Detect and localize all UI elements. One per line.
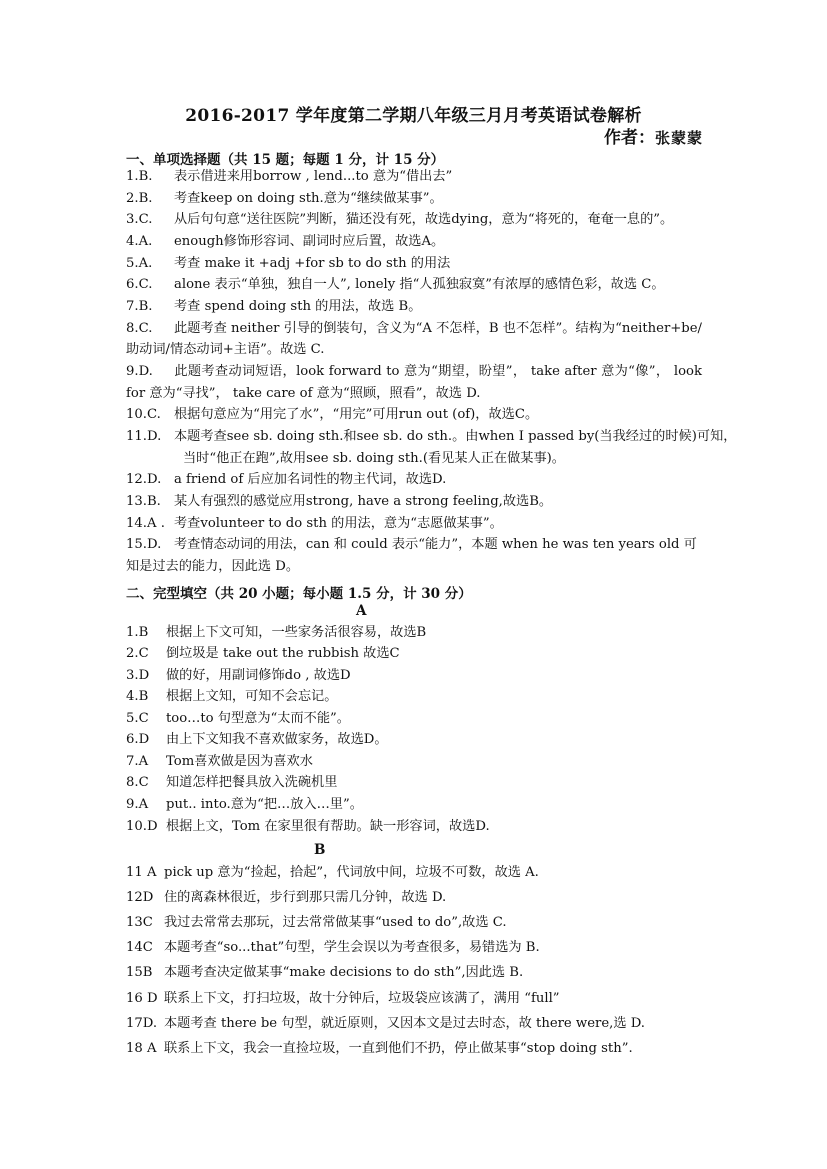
answer-text: 本题考查see sb. doing sth.和see sb. do sth.。由when I passed by(当我经过的时候)可知，	[174, 429, 737, 444]
answer-key: 2.B.	[126, 191, 153, 206]
answer-key: 15.D.	[126, 537, 162, 552]
answer-line	[126, 731, 388, 749]
answer-text: 本题考查决定做某事“make decisions to do sth”,因此选 B.	[164, 965, 524, 980]
answer-text: alone 表示“单独，独自一人”, lonely 指“人孤独寂寞”有浓厚的感情色彩，故选 C。	[174, 277, 665, 292]
answer-key: 14.A .	[126, 516, 165, 531]
answer-text: 住的离森林很近，步行到那只需几分钟，故选 D.	[164, 890, 447, 905]
answer-key: 12D	[126, 890, 154, 905]
answer-text: 从后句句意“送往医院”判断，猫还没有死，故选dying，意为“将死的，奄奄一息的”。	[174, 212, 674, 227]
answer-key: 4.A.	[126, 234, 153, 249]
answer-key: 1.B	[126, 625, 149, 640]
answer-key: 7.B.	[126, 299, 153, 314]
section2-heading: 二、完型填空（共 20 小题；每小题 1.5 分，计 30 分）	[126, 586, 472, 602]
answer-key: 6.C.	[126, 277, 153, 292]
answer-line	[126, 428, 736, 446]
answer-text: 助动词/情态动词+主语”。故选 C.	[126, 342, 325, 357]
answer-line	[126, 964, 523, 982]
answer-line	[126, 211, 673, 229]
answer-key: 5.C	[126, 711, 149, 726]
answer-key: 13C	[126, 915, 153, 930]
answer-key: 9.A	[126, 797, 149, 812]
answer-line	[126, 493, 552, 511]
answer-line	[126, 406, 538, 424]
answer-text: 联系上下文，打扫垃圾，故十分钟后，垃圾袋应该满了，满用 “full”	[164, 991, 560, 1006]
answer-text: too…to 句型意为“太而不能”。	[166, 711, 350, 726]
answer-text: a friend of 后应加名词性的物主代词，故选D.	[174, 472, 447, 487]
answer-text: pick up 意为“捡起，拾起”，代词放中间，垃圾不可数，故选 A.	[164, 865, 539, 880]
answer-line	[126, 645, 400, 663]
answer-text: 本题考查“so...that”句型，学生会误以为考查很多，易错选为 B.	[164, 940, 540, 955]
answer-line	[126, 818, 490, 836]
answer-line	[126, 889, 446, 907]
answer-line	[126, 667, 351, 685]
section1-heading: 一、单项选择题（共 15 题；每题 1 分，计 15 分）	[126, 152, 445, 168]
answer-text: 根据上下文可知，一些家务活很容易，故选B	[166, 625, 427, 640]
answer-text: 做的好，用副词修饰do , 故选D	[166, 668, 351, 683]
answer-line	[183, 450, 565, 468]
answer-key: 16 D	[126, 991, 158, 1006]
answer-key: 8.C	[126, 775, 149, 790]
answer-line	[126, 190, 443, 208]
part-b-label: B	[314, 842, 326, 858]
answer-text: 此题考查动词短语，look forward to 意为“期望，盼望”， take after 意为“像”， look	[174, 364, 702, 379]
answer-line	[126, 363, 702, 381]
answer-key: 10.D	[126, 819, 158, 834]
answer-text: enough修饰形容词、副词时应后置，故选A。	[174, 234, 445, 249]
answer-line	[126, 939, 540, 957]
answer-line	[126, 385, 480, 403]
answer-key: 6.D	[126, 732, 150, 747]
answer-text: 当时“他正在跑”,故用see sb. doing sth.(看见某人正在做某事)。	[183, 451, 565, 466]
answer-line	[126, 1040, 633, 1058]
answer-key: 12.D.	[126, 472, 162, 487]
answer-line	[126, 688, 337, 706]
author-name: 张蒙蒙	[654, 129, 703, 147]
answer-text: 联系上下文，我会一直捡垃圾，一直到他们不扔，停止做某事“stop doing sth”.	[164, 1041, 633, 1056]
answer-text: for 意为“寻找”， take care of 意为“照顾，照看”，故选 D.	[126, 386, 481, 401]
answer-text: 考查 spend doing sth 的用法，故选 B。	[174, 299, 422, 314]
answer-key: 7.A	[126, 754, 149, 769]
answer-line	[126, 796, 363, 814]
answer-text: 考查情态动词的用法，can 和 could 表示“能力”，本题 when he was ten years old 可	[174, 537, 697, 552]
answer-text: 表示借进来用borrow , lend...to 意为“借出去”	[174, 169, 453, 184]
answer-key: 18 A	[126, 1041, 157, 1056]
answer-line	[126, 753, 313, 771]
answer-key: 3.D	[126, 668, 150, 683]
answer-line	[126, 558, 299, 576]
answer-line	[126, 168, 452, 186]
page-title: 2016-2017 学年度第二学期八年级三月月考英语试卷解析	[185, 106, 642, 126]
answer-text: 此题考查 neither 引导的倒装句，含义为“A 不怎样，B 也不怎样”。结构为“neither+be/	[174, 321, 702, 336]
answer-key: 3.C.	[126, 212, 153, 227]
answer-line	[126, 233, 444, 251]
answer-text: 我过去常常去那玩，过去常常做某事“used to do”,故选 C.	[164, 915, 507, 930]
answer-line	[126, 276, 665, 294]
answer-line	[126, 914, 507, 932]
answer-text: 知道怎样把餐具放入洗碗机里	[166, 775, 338, 790]
answer-text: 根据句意应为“用完了水”，“用完”可用run out (of)，故选C。	[174, 407, 539, 422]
author-line	[604, 123, 703, 148]
answer-key: 11 A	[126, 865, 157, 880]
answer-key: 2.C	[126, 646, 149, 661]
answer-key: 14C	[126, 940, 153, 955]
answer-text: Tom喜欢做是因为喜欢水	[166, 754, 313, 769]
answer-line	[126, 471, 446, 489]
answer-line	[126, 298, 421, 316]
answer-line	[126, 515, 503, 533]
answer-key: 17D.	[126, 1016, 158, 1031]
answer-line	[126, 536, 697, 554]
answer-key: 1.B.	[126, 169, 153, 184]
answer-text: 某人有强烈的感觉应用strong, have a strong feeling,故选B。	[174, 494, 553, 509]
answer-line	[126, 255, 450, 273]
answer-line	[126, 1015, 645, 1033]
answer-text: 本题考查 there be 句型，就近原则，又因本文是过去时态，故 there were,选 D.	[164, 1016, 645, 1031]
part-a-label: A	[356, 603, 367, 619]
answer-text: 知是过去的能力，因此选 D。	[126, 559, 300, 574]
answer-line	[126, 710, 350, 728]
answer-text: put.. into.意为“把…放入…里”。	[166, 797, 363, 812]
answer-key: 15B	[126, 965, 153, 980]
answer-key: 5.A.	[126, 256, 153, 271]
answer-text: 根据上文，Tom 在家里很有帮助。缺一形容词，故选D.	[166, 819, 490, 834]
answer-text: 根据上文知，可知不会忘记。	[166, 689, 338, 704]
answer-line	[126, 320, 702, 338]
answer-key: 8.C.	[126, 321, 153, 336]
answer-line	[126, 341, 325, 359]
answer-text: 由上下文知我不喜欢做家务，故选D。	[166, 732, 388, 747]
answer-line	[126, 864, 539, 882]
answer-text: 考查volunteer to do sth 的用法，意为“志愿做某事”。	[174, 516, 503, 531]
answer-key: 9.D.	[126, 364, 153, 379]
answer-text: 考查 make it +adj +for sb to do sth 的用法	[174, 256, 451, 271]
answer-line	[126, 774, 337, 792]
answer-key: 4.B	[126, 689, 149, 704]
answer-key: 13.B.	[126, 494, 161, 509]
answer-key: 11.D.	[126, 429, 162, 444]
answer-text: 考查keep on doing sth.意为“继续做某事”。	[174, 191, 443, 206]
author-label: 作者：	[603, 128, 655, 148]
answer-line	[126, 624, 426, 642]
answer-text: 倒垃圾是 take out the rubbish 故选C	[166, 646, 400, 661]
answer-line	[126, 990, 560, 1008]
answer-key: 10.C.	[126, 407, 161, 422]
